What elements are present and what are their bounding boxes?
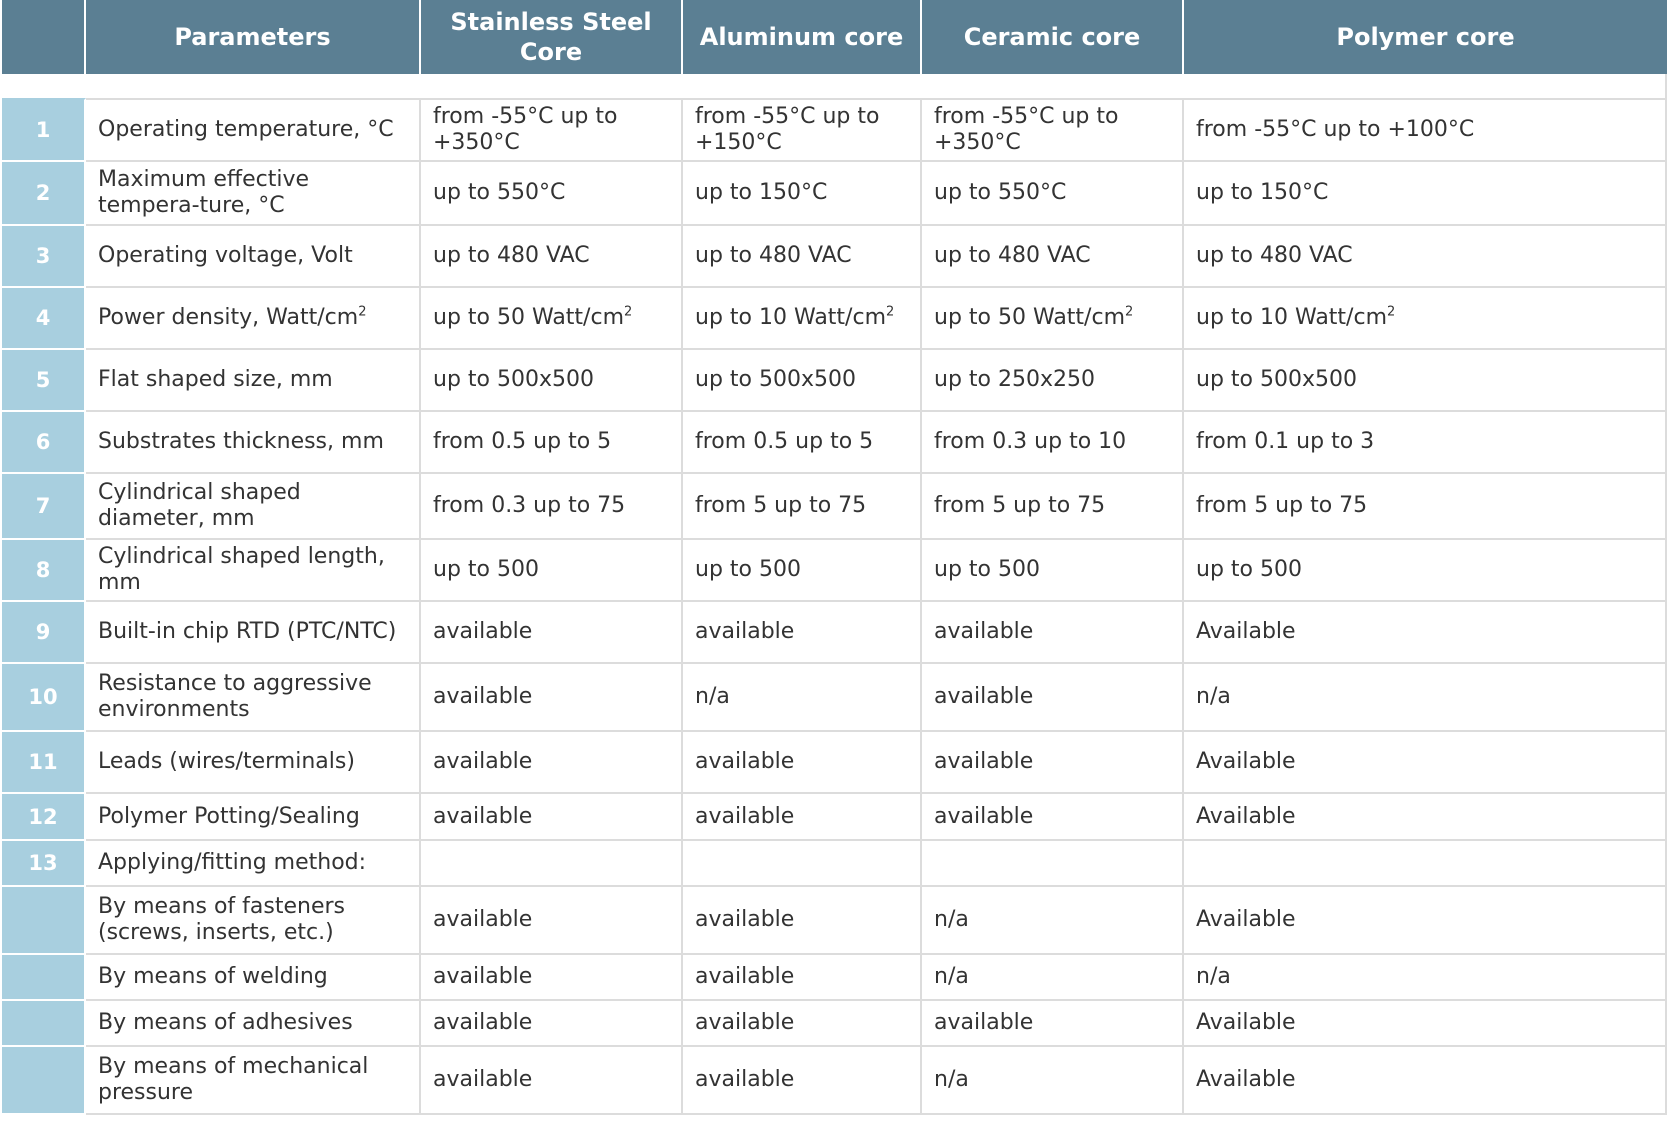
cell-ceramic: available [922, 664, 1184, 732]
table-row [2, 98, 1667, 162]
cell-aluminum: n/a [683, 664, 922, 732]
cell-aluminum: from 0.5 up to 5 [683, 412, 922, 474]
row-number: 1 [2, 98, 86, 162]
row-number: 6 [2, 412, 86, 474]
cell-ceramic: available [922, 1001, 1184, 1047]
row-number [2, 887, 86, 955]
row-number [2, 955, 86, 1001]
cell-stainless: available [421, 664, 683, 732]
table-row [2, 474, 1667, 540]
table-row [2, 412, 1667, 474]
cell-aluminum: available [683, 1001, 922, 1047]
cell-polymer: n/a [1184, 664, 1667, 732]
cell-aluminum: up to 500 [683, 540, 922, 602]
cell-param: Power density, Watt/$cm^2$ [86, 288, 421, 350]
cell-polymer: from 0.1 up to 3 [1184, 412, 1667, 474]
cell-param: Cylindrical shaped diameter, mm [86, 474, 421, 540]
row-number: 9 [2, 602, 86, 664]
spec-table-container [2, 0, 1667, 1115]
cell-stainless: available [421, 887, 683, 955]
cell-polymer: from -55°C up to +100°C [1184, 98, 1667, 162]
cell-ceramic: from 0.3 up to 10 [922, 412, 1184, 474]
table-row [2, 841, 1667, 887]
table-row [2, 602, 1667, 664]
cell-param: Flat shaped size, mm [86, 350, 421, 412]
table-row [2, 350, 1667, 412]
cell-param: Substrates thickness, mm [86, 412, 421, 474]
header-ceramic: Ceramic core [922, 0, 1184, 74]
cell-polymer: Available [1184, 732, 1667, 794]
cell-aluminum: available [683, 732, 922, 794]
cell-param: By means of welding [86, 955, 421, 1001]
spec-comparison-table [2, 0, 1667, 1115]
cell-stainless: from 0.5 up to 5 [421, 412, 683, 474]
cell-aluminum: up to 500x500 [683, 350, 922, 412]
table-row [2, 732, 1667, 794]
row-number [2, 1047, 86, 1115]
table-row [2, 794, 1667, 841]
cell-param: By means of mechanical pressure [86, 1047, 421, 1115]
row-number: 13 [2, 841, 86, 887]
cell-polymer: up to 480 VAC [1184, 226, 1667, 288]
cell-ceramic: up to 500 [922, 540, 1184, 602]
cell-param: Resistance to aggressive environments [86, 664, 421, 732]
cell-aluminum: from 5 up to 75 [683, 474, 922, 540]
cell-aluminum: available [683, 955, 922, 1001]
row-number: 3 [2, 226, 86, 288]
header-num [2, 0, 86, 74]
header-row [2, 0, 1667, 74]
table-row [2, 540, 1667, 602]
table-row [2, 288, 1667, 350]
cell-ceramic: from 5 up to 75 [922, 474, 1184, 540]
table-row [2, 955, 1667, 1001]
row-number: 2 [2, 162, 86, 226]
cell-polymer: up to 500 [1184, 540, 1667, 602]
cell-param: By means of adhesives [86, 1001, 421, 1047]
row-number: 4 [2, 288, 86, 350]
table-row [2, 664, 1667, 732]
spacer-row [2, 74, 1667, 98]
cell-polymer: Available [1184, 794, 1667, 841]
cell-ceramic: available [922, 732, 1184, 794]
cell-aluminum: up to 480 VAC [683, 226, 922, 288]
cell-ceramic: available [922, 794, 1184, 841]
cell-stainless: available [421, 602, 683, 664]
header-stainless: Stainless Steel Core [421, 0, 683, 74]
cell-ceramic: up to 480 VAC [922, 226, 1184, 288]
header-aluminum: Aluminum core [683, 0, 922, 74]
cell-aluminum: available [683, 1047, 922, 1115]
cell-polymer: Available [1184, 1047, 1667, 1115]
cell-param: Operating voltage, Volt [86, 226, 421, 288]
table-row [2, 226, 1667, 288]
header-polymer: Polymer core [1184, 0, 1667, 74]
cell-stainless: available [421, 732, 683, 794]
header-parameters: Parameters [86, 0, 421, 74]
cell-stainless: from 0.3 up to 75 [421, 474, 683, 540]
cell-ceramic: n/a [922, 887, 1184, 955]
cell-param: Maximum effective tempera-ture, °C [86, 162, 421, 226]
row-number: 5 [2, 350, 86, 412]
cell-param: Leads (wires/terminals) [86, 732, 421, 794]
cell-param: Polymer Potting/Sealing [86, 794, 421, 841]
cell-stainless: up to 50 Watt/$cm^2$ [421, 288, 683, 350]
row-number [2, 1001, 86, 1047]
cell-ceramic: up to 250x250 [922, 350, 1184, 412]
cell-polymer: Available [1184, 1001, 1667, 1047]
cell-ceramic: up to 50 Watt/$cm^2$ [922, 288, 1184, 350]
cell-aluminum: available [683, 602, 922, 664]
cell-ceramic: n/a [922, 1047, 1184, 1115]
table-row [2, 162, 1667, 226]
row-number: 7 [2, 474, 86, 540]
cell-polymer: Available [1184, 887, 1667, 955]
row-number: 10 [2, 664, 86, 732]
table-row [2, 1047, 1667, 1115]
cell-polymer: up to 500x500 [1184, 350, 1667, 412]
cell-polymer: up to 150°C [1184, 162, 1667, 226]
cell-polymer [1184, 841, 1667, 887]
table-row [2, 1001, 1667, 1047]
row-number: 8 [2, 540, 86, 602]
spacer-cell [2, 74, 1667, 98]
cell-stainless: available [421, 1001, 683, 1047]
cell-polymer: up to 10 Watt/$cm^2$ [1184, 288, 1667, 350]
cell-param: Built-in chip RTD (PTC/NTC) [86, 602, 421, 664]
cell-ceramic: available [922, 602, 1184, 664]
cell-ceramic: from -55°C up to +350°C [922, 98, 1184, 162]
cell-stainless: from -55°C up to +350°C [421, 98, 683, 162]
cell-polymer: Available [1184, 602, 1667, 664]
cell-aluminum: available [683, 794, 922, 841]
cell-ceramic: up to 550°C [922, 162, 1184, 226]
cell-stainless: available [421, 794, 683, 841]
cell-stainless: available [421, 1047, 683, 1115]
cell-param: Applying/fitting method: [86, 841, 421, 887]
row-number: 11 [2, 732, 86, 794]
cell-ceramic: n/a [922, 955, 1184, 1001]
row-number: 12 [2, 794, 86, 841]
cell-aluminum: up to 150°C [683, 162, 922, 226]
cell-stainless: up to 500x500 [421, 350, 683, 412]
cell-param: Operating temperature, °C [86, 98, 421, 162]
cell-param: Cylindrical shaped length, mm [86, 540, 421, 602]
cell-stainless [421, 841, 683, 887]
cell-polymer: from 5 up to 75 [1184, 474, 1667, 540]
cell-stainless: available [421, 955, 683, 1001]
cell-polymer: n/a [1184, 955, 1667, 1001]
cell-aluminum: from -55°C up to +150°C [683, 98, 922, 162]
cell-stainless: up to 550°C [421, 162, 683, 226]
cell-aluminum: available [683, 887, 922, 955]
cell-aluminum [683, 841, 922, 887]
cell-stainless: up to 500 [421, 540, 683, 602]
cell-ceramic [922, 841, 1184, 887]
cell-stainless: up to 480 VAC [421, 226, 683, 288]
cell-param: By means of fasteners (screws, inserts, etc.) [86, 887, 421, 955]
table-row [2, 887, 1667, 955]
cell-aluminum: up to 10 Watt/$cm^2$ [683, 288, 922, 350]
